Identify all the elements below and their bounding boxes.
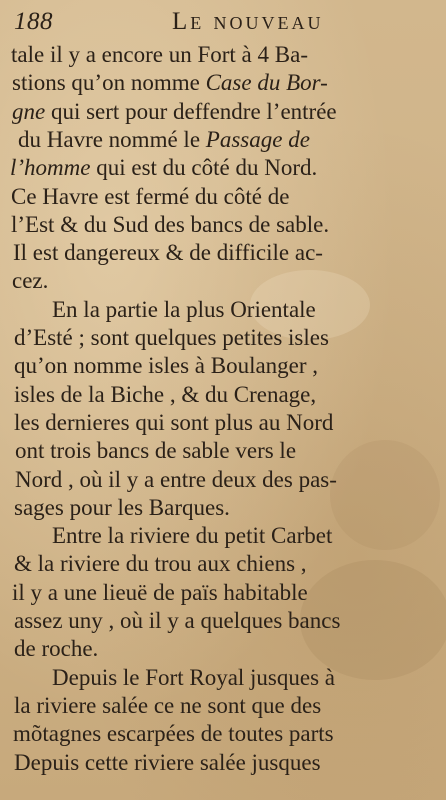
italic-place-name: l’homme <box>10 155 91 181</box>
text-line <box>12 68 328 98</box>
text-line <box>14 748 321 778</box>
text-run: stions qu’on nomme <box>12 70 206 96</box>
text-run: cez. <box>12 268 49 294</box>
text-line <box>14 634 98 664</box>
text-run: il y a une lieuë de païs habitable <box>12 579 308 605</box>
text-line <box>14 351 318 381</box>
running-head: Le nouveau <box>172 8 324 35</box>
text-run: l’Est & du Sud des bancs de sable. <box>11 211 330 237</box>
text-run: sages pour les Barques. <box>14 494 230 520</box>
text-line <box>14 380 316 410</box>
text-line <box>13 719 334 749</box>
text-line <box>18 125 310 155</box>
text-line <box>14 323 329 353</box>
page-header <box>14 6 434 38</box>
text-run: Depuis cette riviere salée jusques <box>14 749 321 775</box>
text-run: En la partie la plus Orientale <box>52 296 316 322</box>
text-line <box>15 436 296 466</box>
text-line <box>15 465 337 495</box>
text-run: isles de la Biche , & du Crenage, <box>14 381 317 407</box>
text-run: Depuis le Fort Royal jusques à <box>52 664 335 690</box>
text-run: la riviere salée ce ne sont que des <box>14 692 322 718</box>
italic-place-name: Passage de <box>205 126 310 152</box>
paper-stain <box>330 440 440 550</box>
text-run: Nord , où il y a entre deux des pas- <box>15 466 337 492</box>
text-run: les dernieres qui sont plus au Nord <box>14 409 334 435</box>
text-line <box>10 153 317 183</box>
text-line <box>52 521 332 551</box>
text-run: Entre la riviere du petit Carbet <box>52 523 333 549</box>
text-run: tale il y a encore un Fort à 4 Ba- <box>11 42 308 67</box>
italic-place-name: Case du Bor- <box>205 70 328 96</box>
text-line <box>12 97 337 127</box>
text-line <box>52 295 316 325</box>
text-line <box>14 606 340 636</box>
text-run: de roche. <box>14 636 99 662</box>
text-run: assez uny , où il y a quelques bancs <box>14 608 341 633</box>
text-run: qui est du côté du Nord. <box>90 155 318 181</box>
text-line <box>13 238 323 268</box>
text-line <box>14 549 307 579</box>
text-line <box>14 408 333 438</box>
text-line <box>11 40 308 70</box>
text-line <box>52 663 335 693</box>
text-run: Ce Havre est fermé du côté de <box>11 183 290 209</box>
italic-place-name: gne <box>12 98 46 124</box>
text-run: Il est dangereux & de difficile ac- <box>13 240 323 266</box>
text-run: d’Esté ; sont quelques petites isles <box>14 325 329 350</box>
text-run: qu’on nomme isles à Boulanger , <box>14 353 319 379</box>
text-line <box>12 578 308 608</box>
text-run: ont trois bancs de sable vers le <box>15 438 297 464</box>
text-line <box>14 493 230 523</box>
text-run: qui sert pour deffendre l’entrée <box>45 98 337 124</box>
text-run: du Havre nommé le <box>18 126 206 152</box>
text-run: mõtagnes escarpées de toutes parts <box>13 721 334 747</box>
text-line <box>12 266 48 296</box>
text-line <box>14 691 321 721</box>
text-line <box>11 210 329 240</box>
text-line <box>11 182 289 212</box>
page-number: 188 <box>14 8 53 35</box>
text-run: & la riviere du trou aux chiens , <box>14 551 307 577</box>
